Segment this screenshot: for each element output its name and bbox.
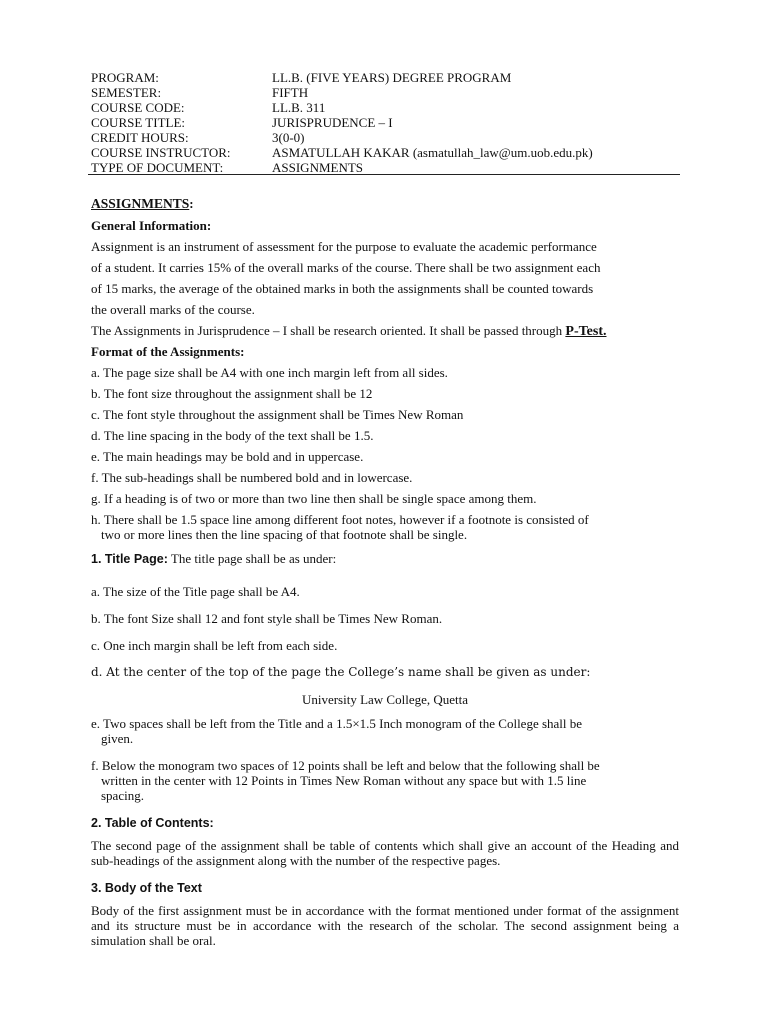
general-line: of 15 marks, the average of the obtained marks in both the assignments shall be counted towards bbox=[91, 281, 594, 296]
info-label: SEMESTER: bbox=[91, 85, 162, 100]
p-test-label: P-Test. bbox=[565, 324, 607, 339]
title-page-item-f-line: spacing. bbox=[101, 788, 144, 803]
info-label: COURSE CODE: bbox=[91, 100, 185, 115]
info-label: TYPE OF DOCUMENT: bbox=[91, 160, 224, 175]
info-label: COURSE INSTRUCTOR: bbox=[91, 145, 231, 160]
title-page-item-e-line: e. Two spaces shall be left from the Title and a 1.5×1.5 Inch monogram of the College shall be bbox=[91, 716, 583, 731]
title-page-item-f-line: written in the center with 12 Points in Times New Roman without any space but with 1.5 line bbox=[101, 773, 587, 788]
title-page-item-f-line: f. Below the monogram two spaces of 12 points shall be left and below that the following shall be bbox=[91, 758, 600, 773]
course-info-row bbox=[91, 160, 691, 175]
info-value: JURISPRUDENCE – I bbox=[272, 115, 393, 130]
body-text-heading: 3. Body of the Text bbox=[91, 881, 202, 895]
info-value: 3(0-0) bbox=[272, 130, 305, 145]
title-page-intro: The title page shall be as under: bbox=[167, 551, 337, 566]
title-page-heading: 1. Title Page: bbox=[91, 552, 168, 566]
body-text-paragraph: Body of the first assignment must be in accordance with the format mentioned under format of the assignment and its structure must be in accordance with the research of the scholar. The second assignment being a simulation shall be oral. bbox=[91, 903, 679, 948]
general-line: of a student. It carries 15% of the overall marks of the course. There shall be two assignment each bbox=[91, 260, 601, 275]
header-divider bbox=[88, 174, 680, 175]
course-info-row bbox=[91, 115, 691, 130]
document-body bbox=[91, 195, 679, 948]
format-heading: Format of the Assignments: bbox=[91, 344, 245, 359]
research-sentence bbox=[91, 320, 679, 342]
format-item: b. The font size throughout the assignment shall be 12 bbox=[91, 386, 373, 401]
research-text: The Assignments in Jurisprudence – I shall be research oriented. It shall be passed through bbox=[91, 323, 566, 338]
assignments-heading-colon: : bbox=[189, 196, 194, 211]
format-item: a. The page size shall be A4 with one inch margin left from all sides. bbox=[91, 365, 448, 380]
format-item: g. If a heading is of two or more than two line then shall be single space among them. bbox=[91, 491, 537, 506]
format-item: e. The main headings may be bold and in uppercase. bbox=[91, 449, 364, 464]
toc-heading: 2. Table of Contents: bbox=[91, 816, 214, 830]
title-page-item: d. At the center of the top of the page the College’s name shall be given as under: bbox=[91, 665, 591, 679]
course-info-row bbox=[91, 85, 691, 100]
format-item: f. The sub-headings shall be numbered bold and in lowercase. bbox=[91, 470, 413, 485]
general-line: Assignment is an instrument of assessment for the purpose to evaluate the academic performance bbox=[91, 239, 597, 254]
title-page-item-e-line: given. bbox=[101, 731, 134, 746]
info-value: ASMATULLAH KAKAR (asmatullah_law@um.uob.edu.pk) bbox=[272, 145, 593, 160]
info-value: ASSIGNMENTS bbox=[272, 160, 364, 175]
assignments-heading: ASSIGNMENTS bbox=[91, 196, 190, 211]
title-page-item: a. The size of the Title page shall be A4. bbox=[91, 584, 300, 599]
course-info-row bbox=[91, 70, 691, 85]
info-label: CREDIT HOURS: bbox=[91, 130, 189, 145]
format-item: d. The line spacing in the body of the text shall be 1.5. bbox=[91, 428, 374, 443]
toc-text: The second page of the assignment shall be table of contents which shall give an account of the Heading and sub-headings of the assignment along with the number of the respective pages. bbox=[91, 838, 679, 868]
info-label: COURSE TITLE: bbox=[91, 115, 186, 130]
course-info-row bbox=[91, 130, 691, 145]
title-page-item: b. The font Size shall 12 and font style shall be Times New Roman. bbox=[91, 611, 443, 626]
course-info-row bbox=[91, 145, 691, 160]
format-item: c. The font style throughout the assignment shall be Times New Roman bbox=[91, 407, 464, 422]
title-page-item: c. One inch margin shall be left from each side. bbox=[91, 638, 338, 653]
format-item-h-line: h. There shall be 1.5 space line among different foot notes, however if a footnote is consisted of bbox=[91, 512, 589, 527]
format-item-h-line: two or more lines then the line spacing of that footnote shall be single. bbox=[101, 527, 468, 542]
info-value: LL.B. (FIVE YEARS) DEGREE PROGRAM bbox=[272, 70, 512, 85]
course-info-row bbox=[91, 100, 691, 115]
course-info-table bbox=[91, 70, 691, 175]
general-information-heading: General Information: bbox=[91, 218, 212, 233]
info-value: FIFTH bbox=[272, 85, 309, 100]
college-name: University Law College, Quetta bbox=[301, 692, 469, 707]
title-page-section bbox=[91, 548, 679, 570]
general-line: the overall marks of the course. bbox=[91, 302, 255, 317]
info-label: PROGRAM: bbox=[91, 70, 159, 85]
info-value: LL.B. 311 bbox=[272, 100, 326, 115]
